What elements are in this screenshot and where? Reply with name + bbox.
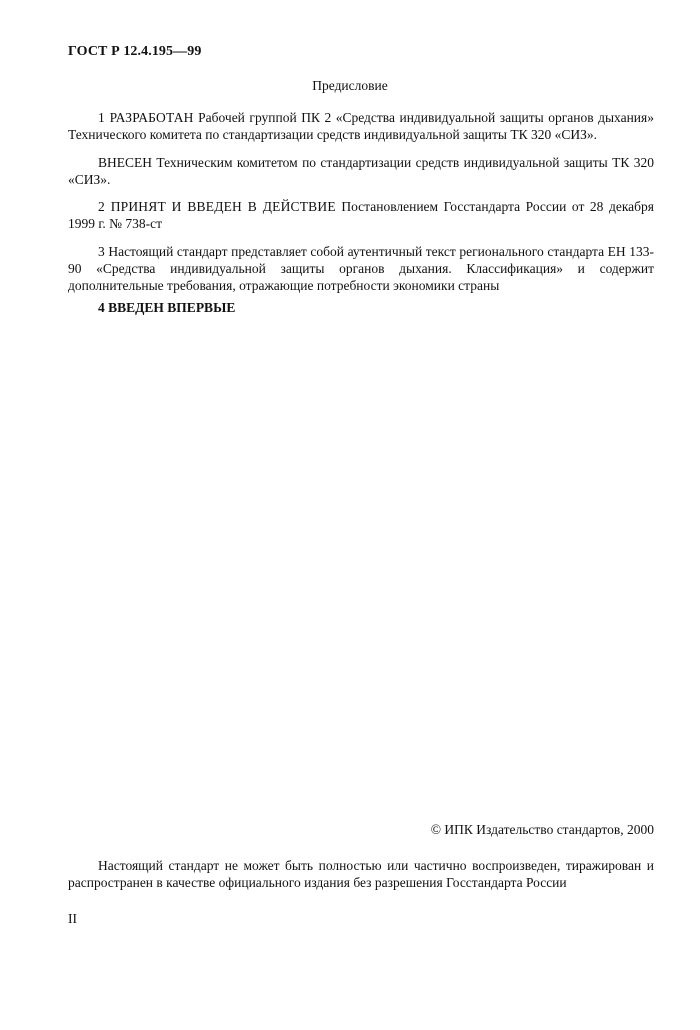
paragraph-introduced-first: 4 ВВЕДЕН ВПЕРВЫЕ (98, 300, 236, 315)
paragraph-authentic-text: 3 Настоящий стандарт представляет собой аутентичный текст регионального стандарта ЕН 133-90 «Средства индивидуальной защиты органов дыхания. Классификация» и содержит дополнительные требования, отражающие потребности экономики страны (68, 244, 654, 293)
reproduction-notice: Настоящий стандарт не может быть полностью или частично воспроизведен, тиражирован и распространен в качестве официального издания без разрешения Госстандарта России (68, 858, 654, 890)
paragraph-adopted (68, 198, 654, 232)
page-number: II (68, 911, 77, 926)
paragraph-introduced-by: ВНЕСЕН Техническим комитетом по стандартизации средств индивидуальной защиты ТК 320 «СИЗ». (68, 155, 654, 187)
paragraph-developed-by (68, 109, 654, 143)
paragraph-adopted-lead: 2 ПРИНЯТ И ВВЕДЕН В ДЕЙСТВИЕ (98, 199, 336, 214)
paragraph-adopted-body: Постановлением Госстандарта России от 28 декабря 1999 г. № 738-ст (68, 199, 654, 231)
section-title: Предисловие (312, 78, 388, 93)
document-code-header: ГОСТ Р 12.4.195—99 (68, 44, 202, 59)
copyright-line: © ИПК Издательство стандартов, 2000 (430, 822, 654, 837)
paragraph-developed-by-body: Рабочей группой ПК 2 «Средства индивидуальной защиты органов дыхания» Технического комитета по стандартизации средств индивидуальной защиты ТК 320 «СИЗ». (68, 110, 654, 142)
paragraph-developed-by-lead: 1 РАЗРАБОТАН (98, 110, 194, 125)
